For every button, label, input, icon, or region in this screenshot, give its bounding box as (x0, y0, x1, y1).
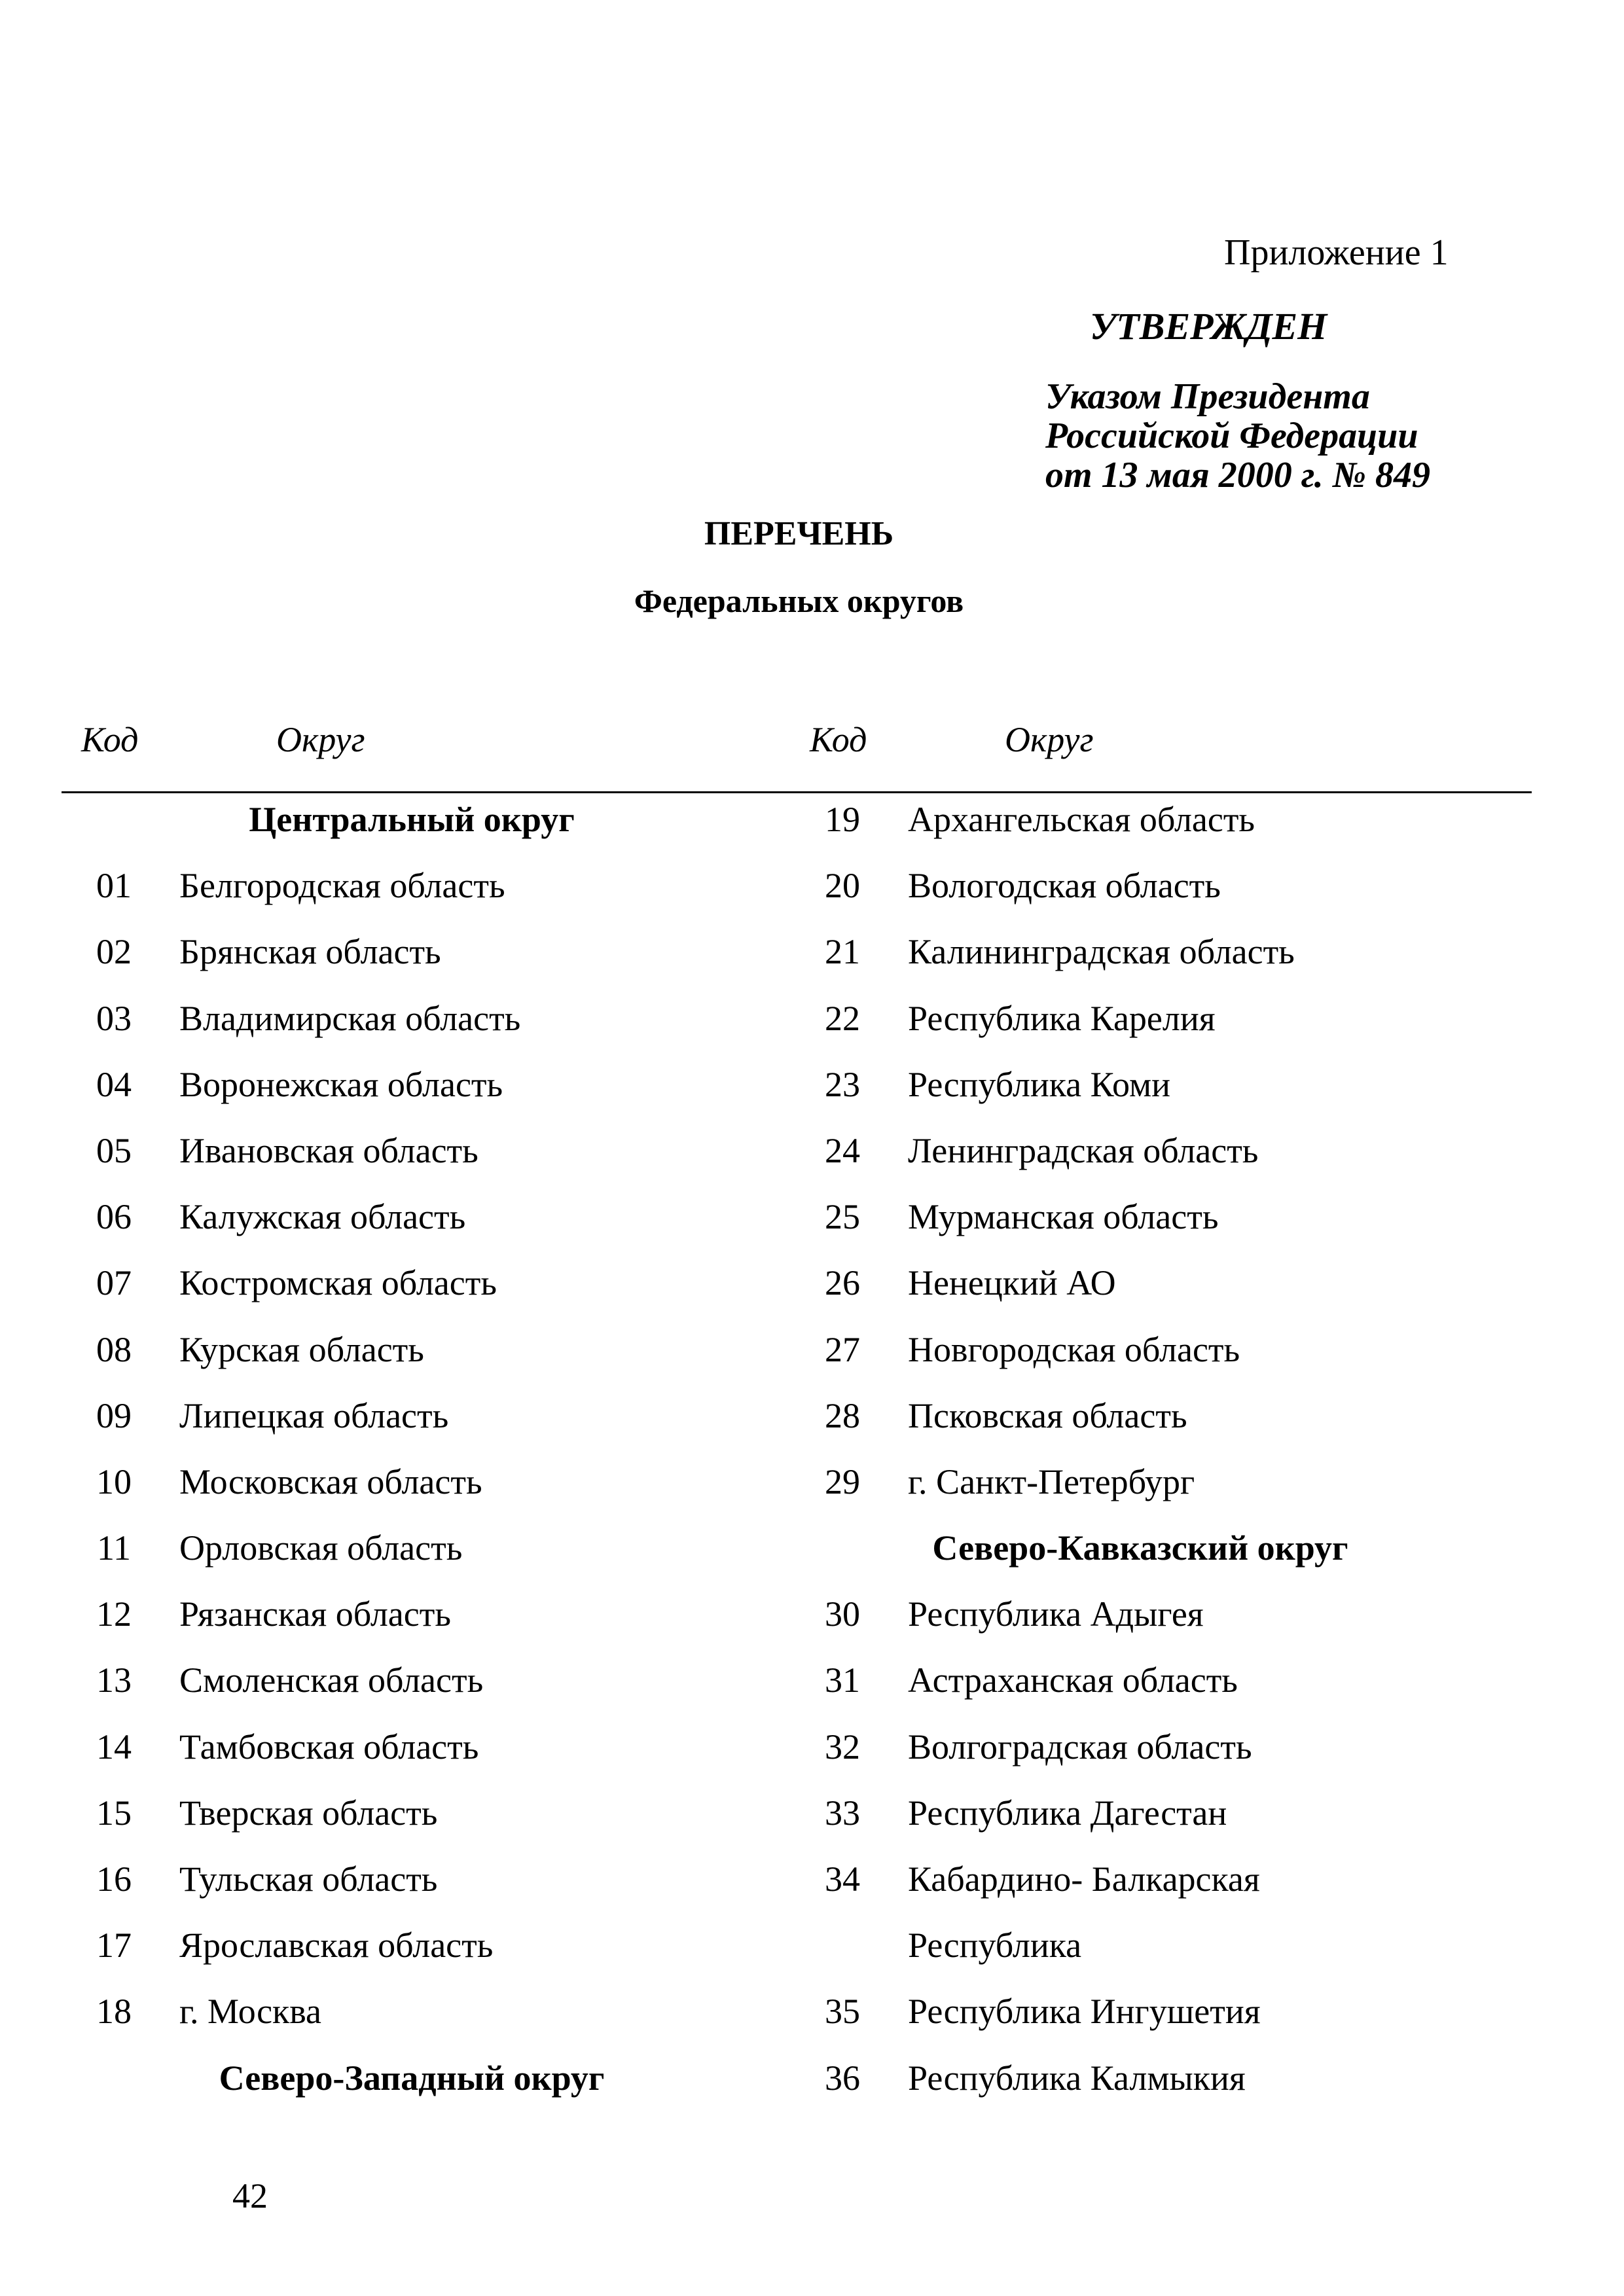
group-heading: Северо-Кавказский округ (932, 1528, 1348, 1568)
region-name: Липецкая область (179, 1395, 449, 1435)
table-row (62, 1329, 788, 1398)
table-row (62, 1662, 788, 1729)
table-row (62, 934, 788, 1000)
region-code: 08 (96, 1329, 132, 1369)
left-column (62, 802, 788, 2126)
region-code: 03 (96, 998, 132, 1038)
region-name: Владимирская область (179, 998, 521, 1038)
region-code: 20 (825, 866, 860, 906)
region-name: Архангельская область (908, 800, 1255, 839)
region-code: 35 (825, 1992, 860, 2032)
table-row (790, 1464, 1517, 1530)
region-code: 25 (825, 1197, 860, 1237)
region-code: 17 (96, 1926, 132, 1965)
region-name: Республика Карелия (908, 998, 1216, 1038)
table-row (790, 2060, 1517, 2126)
group-heading-row (790, 1530, 1517, 1596)
header-district-left: Округ (276, 720, 365, 759)
header-district-right: Округ (1005, 720, 1094, 759)
region-name: Рязанская область (179, 1594, 451, 1634)
region-name: Тульская область (179, 1859, 438, 1899)
header-rule (62, 791, 1532, 793)
region-code: 30 (825, 1594, 860, 1634)
table-row (790, 1994, 1517, 2060)
table-row (62, 868, 788, 934)
header-code-left: Код (81, 720, 139, 759)
region-name: Ивановская область (179, 1130, 478, 1170)
table-row (790, 998, 1517, 1067)
table-row (62, 1530, 788, 1596)
region-code: 15 (96, 1793, 132, 1833)
group-heading-row (62, 2060, 788, 2126)
region-name: Республика Калмыкия (908, 2058, 1246, 2098)
region-name: г. Санкт-Петербург (908, 1462, 1195, 1501)
group-heading-row (62, 802, 788, 868)
table-row (62, 1729, 788, 1795)
table-row (790, 1130, 1517, 1199)
region-code: 33 (825, 1793, 860, 1833)
region-code: 02 (96, 932, 132, 972)
region-code: 07 (96, 1263, 132, 1303)
region-code: 11 (97, 1528, 131, 1568)
region-name: Воронежская область (179, 1064, 503, 1104)
table-row (62, 1265, 788, 1331)
table-row (790, 1729, 1517, 1795)
table-row (62, 998, 788, 1067)
decree-line-3: от 13 мая 2000 г. № 849 (1045, 455, 1430, 495)
region-code: 21 (825, 932, 860, 972)
table-row (62, 1928, 788, 1994)
table-row (790, 934, 1517, 1000)
region-name: Республика Коми (908, 1064, 1171, 1104)
table-row (62, 1199, 788, 1265)
header-code-right: Код (810, 720, 867, 759)
region-name: Республика (908, 1926, 1082, 1965)
table-row (62, 1596, 788, 1662)
region-code: 22 (825, 998, 860, 1038)
region-name: Смоленская область (179, 1660, 484, 1700)
region-code: 09 (96, 1395, 132, 1435)
right-column (790, 802, 1517, 2126)
region-name: Ненецкий АО (908, 1263, 1116, 1303)
table-row (62, 1130, 788, 1199)
region-code: 32 (825, 1727, 860, 1767)
region-name: Курская область (179, 1329, 424, 1369)
region-name: Кабардино- Балкарская (908, 1859, 1260, 1899)
document-subtitle: Федеральных округов (634, 583, 964, 619)
region-name: Калининградская область (908, 932, 1295, 972)
region-code: 18 (96, 1992, 132, 2032)
region-name: Калужская область (179, 1197, 466, 1237)
region-name: Тверская область (179, 1793, 438, 1833)
region-name: Астраханская область (908, 1660, 1238, 1700)
document-title: ПЕРЕЧЕНЬ (704, 515, 894, 552)
region-code: 10 (96, 1462, 132, 1501)
region-code: 14 (96, 1727, 132, 1767)
region-name: Ленинградская область (908, 1130, 1259, 1170)
table-row (62, 1994, 788, 2060)
table-row (790, 868, 1517, 934)
region-name: Псковская область (908, 1395, 1187, 1435)
decree-line-1: Указом Президента (1045, 376, 1370, 417)
region-code: 04 (96, 1064, 132, 1104)
region-code: 05 (96, 1130, 132, 1170)
table-row (790, 1199, 1517, 1265)
table-row (62, 1064, 788, 1133)
region-code: 16 (96, 1859, 132, 1899)
table-row (790, 1861, 1517, 1928)
table-row (62, 1395, 788, 1464)
appendix-label: Приложение 1 (1224, 232, 1449, 273)
table-row (790, 1329, 1517, 1398)
group-heading: Северо-Западный округ (219, 2058, 605, 2098)
region-code: 24 (825, 1130, 860, 1170)
region-name: г. Москва (179, 1992, 322, 2032)
table-row (62, 1795, 788, 1861)
decree-line-2: Российской Федерации (1045, 416, 1418, 456)
table-row (790, 1596, 1517, 1662)
table-row (790, 1265, 1517, 1331)
region-code: 23 (825, 1064, 860, 1104)
region-name: Волгоградская область (908, 1727, 1252, 1767)
table-row (790, 1662, 1517, 1729)
region-name: Белгородская область (179, 866, 505, 906)
table-row (790, 802, 1517, 868)
region-code: 28 (825, 1395, 860, 1435)
table-row (62, 1464, 788, 1530)
region-code: 34 (825, 1859, 860, 1899)
region-code: 19 (825, 800, 860, 839)
region-code: 29 (825, 1462, 860, 1501)
region-code: 13 (96, 1660, 132, 1700)
region-name: Московская область (179, 1462, 482, 1501)
region-code: 26 (825, 1263, 860, 1303)
region-name: Вологодская область (908, 866, 1221, 906)
region-code: 06 (96, 1197, 132, 1237)
region-name: Новгородская область (908, 1329, 1240, 1369)
region-code: 36 (825, 2058, 860, 2098)
region-code: 12 (96, 1594, 132, 1634)
table-row (790, 1928, 1517, 1994)
region-name: Костромская область (179, 1263, 497, 1303)
region-name: Республика Ингушетия (908, 1992, 1261, 2032)
region-name: Орловская область (179, 1528, 463, 1568)
table-row (790, 1395, 1517, 1464)
region-name: Ярославская область (179, 1926, 494, 1965)
region-code: 01 (96, 866, 132, 906)
table-row (790, 1795, 1517, 1861)
region-name: Республика Дагестан (908, 1793, 1227, 1833)
page-number: 42 (232, 2176, 268, 2215)
group-heading: Центральный округ (249, 800, 575, 839)
region-name: Мурманская область (908, 1197, 1219, 1237)
region-name: Республика Адыгея (908, 1594, 1204, 1634)
region-code: 31 (825, 1660, 860, 1700)
region-name: Тамбовская область (179, 1727, 479, 1767)
approved-label: УТВЕРЖДЕН (1090, 305, 1327, 348)
region-name: Брянская область (179, 932, 441, 972)
table-row (790, 1064, 1517, 1133)
region-code: 27 (825, 1329, 860, 1369)
table-row (62, 1861, 788, 1928)
